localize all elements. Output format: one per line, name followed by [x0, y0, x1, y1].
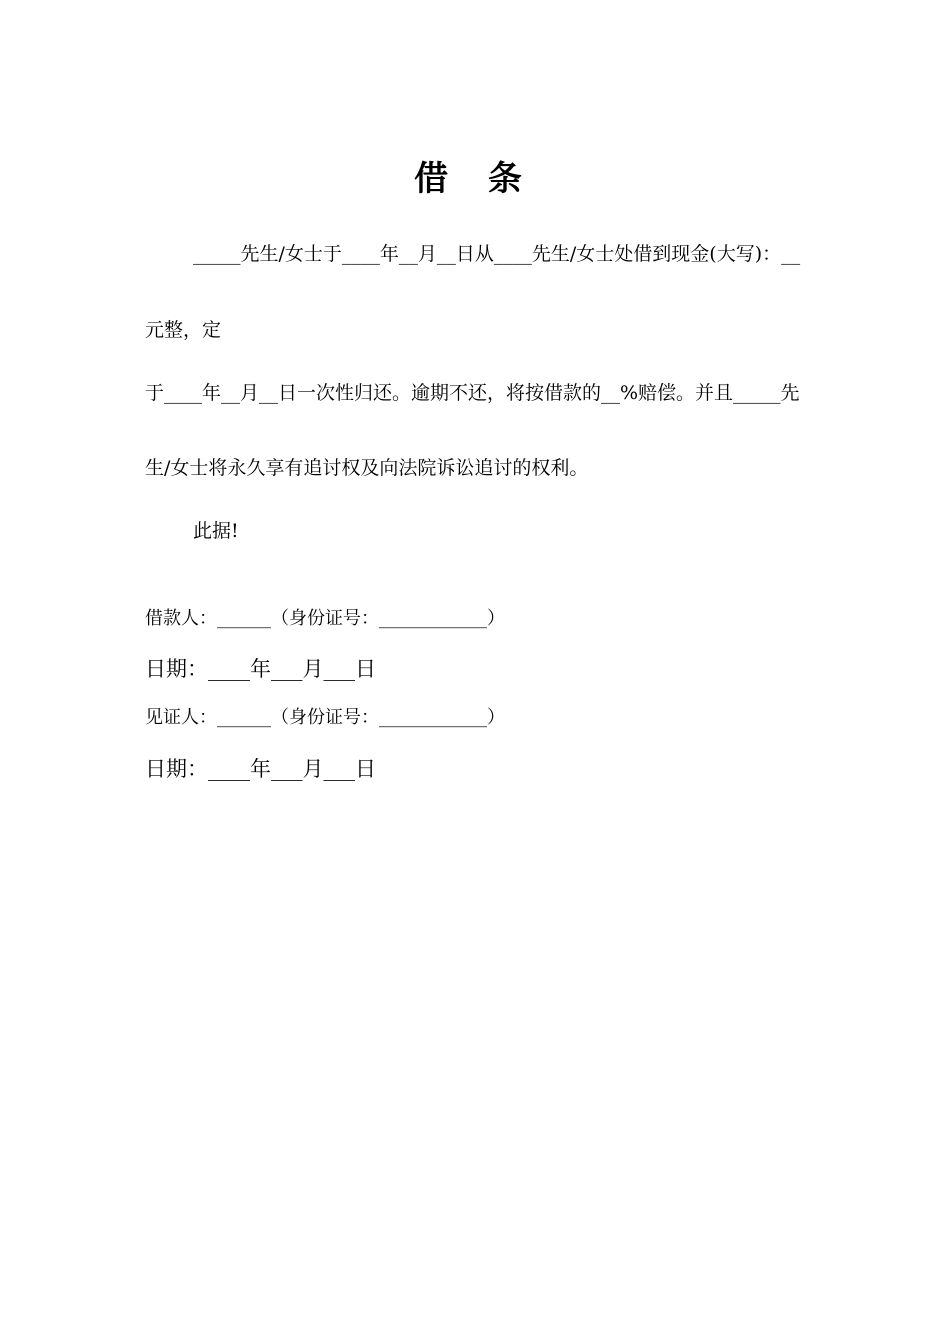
closing-text: 此据!: [193, 520, 239, 542]
document-title: 借 条: [414, 159, 536, 199]
body-line-4: 生/女士将永久享有追讨权及向法院诉讼追讨的权利。: [145, 457, 589, 479]
borrower-date-line: 日期：____年___月___日: [145, 657, 376, 681]
body-line-2: 元整，定: [145, 319, 222, 341]
body-line-1: _____先生/女士于____年__月__日从____先生/女士处借到现金(大写)：__: [193, 243, 801, 265]
borrower-line: 借款人：______（身份证号：____________）: [145, 608, 505, 629]
body-line-3: 于____年__月__日一次性归还。逾期不还，将按借款的__%赔偿。并且_____先: [145, 382, 800, 404]
witness-date-line: 日期：____年___月___日: [145, 757, 376, 781]
witness-line: 见证人：______（身份证号：____________）: [145, 707, 505, 728]
